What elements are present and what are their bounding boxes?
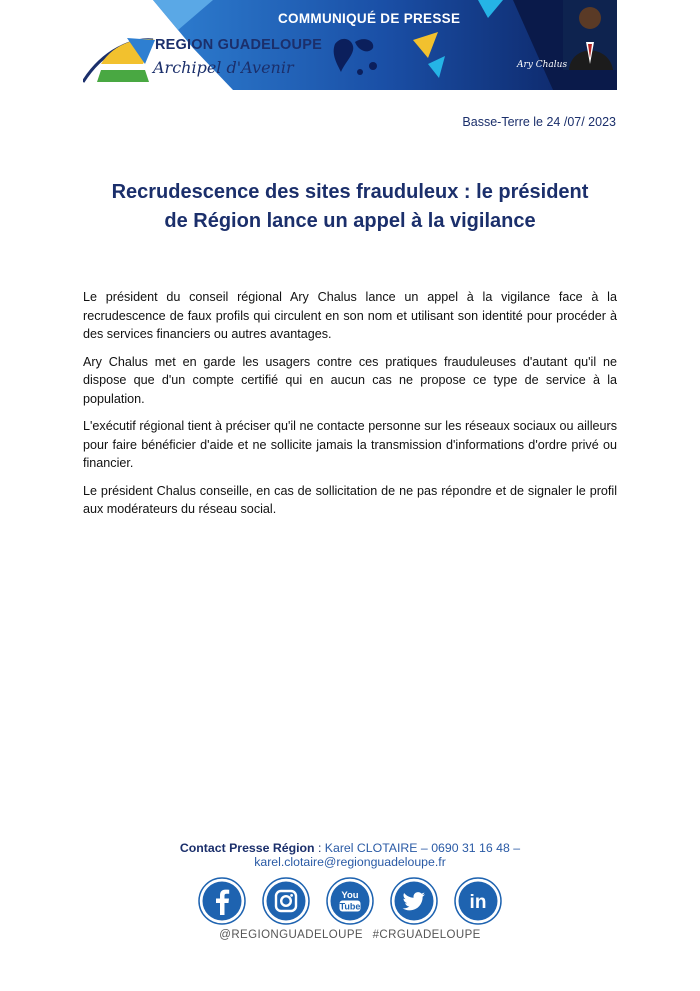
logo-name: REGION GUADELOUPE — [155, 37, 322, 53]
handle-region[interactable]: @REGIONGUADELOUPE — [219, 929, 364, 941]
youtube-icon[interactable] — [326, 877, 374, 925]
contact-email[interactable]: karel.clotaire@regionguadeloupe.fr — [254, 855, 446, 869]
header-banner — [83, 0, 617, 90]
banner-title: COMMUNIQUÉ DE PRESSE — [278, 11, 461, 26]
social-links — [198, 877, 502, 927]
svg-text:Tube: Tube — [339, 901, 361, 912]
paragraph: Ary Chalus met en garde les usagers contre ces pratiques frauduleuses d'autant qu'il ne dispose que d'un compte certifié qui en aucun cas ne propose ce type de service à la population. — [83, 354, 617, 406]
contact-dash: – — [417, 841, 432, 855]
linkedin-icon[interactable] — [454, 877, 502, 925]
paragraph: Le président Chalus conseille, en cas de sollicitation de ne pas répondre et de signaler le profil aux modérateurs du réseau social. — [83, 483, 617, 516]
contact-colon: : — [314, 841, 325, 855]
contact-dash: – — [509, 841, 521, 855]
logo-tagline: Archipel d'Avenir — [153, 58, 294, 77]
paragraph: Le président du conseil régional Ary Chalus lance un appel à la vigilance face à la recrudescence de faux profils qui circulent en son nom et utilisant son identité pour procéder à des services financiers ou autres avantages. — [83, 290, 617, 341]
svg-text:in: in — [469, 892, 487, 913]
headline — [83, 178, 617, 236]
contact-phone[interactable]: 0690 31 16 48 — [431, 841, 510, 855]
contact-label: Contact Presse Région — [179, 841, 315, 855]
facebook-icon[interactable] — [198, 877, 246, 925]
instagram-icon[interactable] — [262, 877, 310, 925]
hashtag-cr[interactable]: #CRGUADELOUPE — [372, 929, 481, 941]
contact-name: Karel CLOTAIRE — [324, 841, 418, 855]
headline-line-1: Recrudescence des sites frauduleux : le président — [111, 181, 589, 203]
headline-line-2: de Région lance un appel à la vigilance — [164, 210, 536, 232]
twitter-icon[interactable] — [390, 877, 438, 925]
press-body — [83, 288, 617, 528]
svg-text:You: You — [341, 890, 359, 901]
place-date: Basse-Terre le 24 /07/ 2023 — [462, 115, 616, 129]
signature: Ary Chalus — [517, 60, 568, 70]
social-handles — [83, 929, 617, 941]
press-contact — [83, 841, 617, 869]
paragraph: L'exécutif régional tient à préciser qu'il ne contacte personne sur les réseaux sociaux ou ailleurs pour faire bénéficier d'aide et ne sollicite jamais la transmission d'informations d'ordre privé ou financier. — [83, 419, 617, 470]
